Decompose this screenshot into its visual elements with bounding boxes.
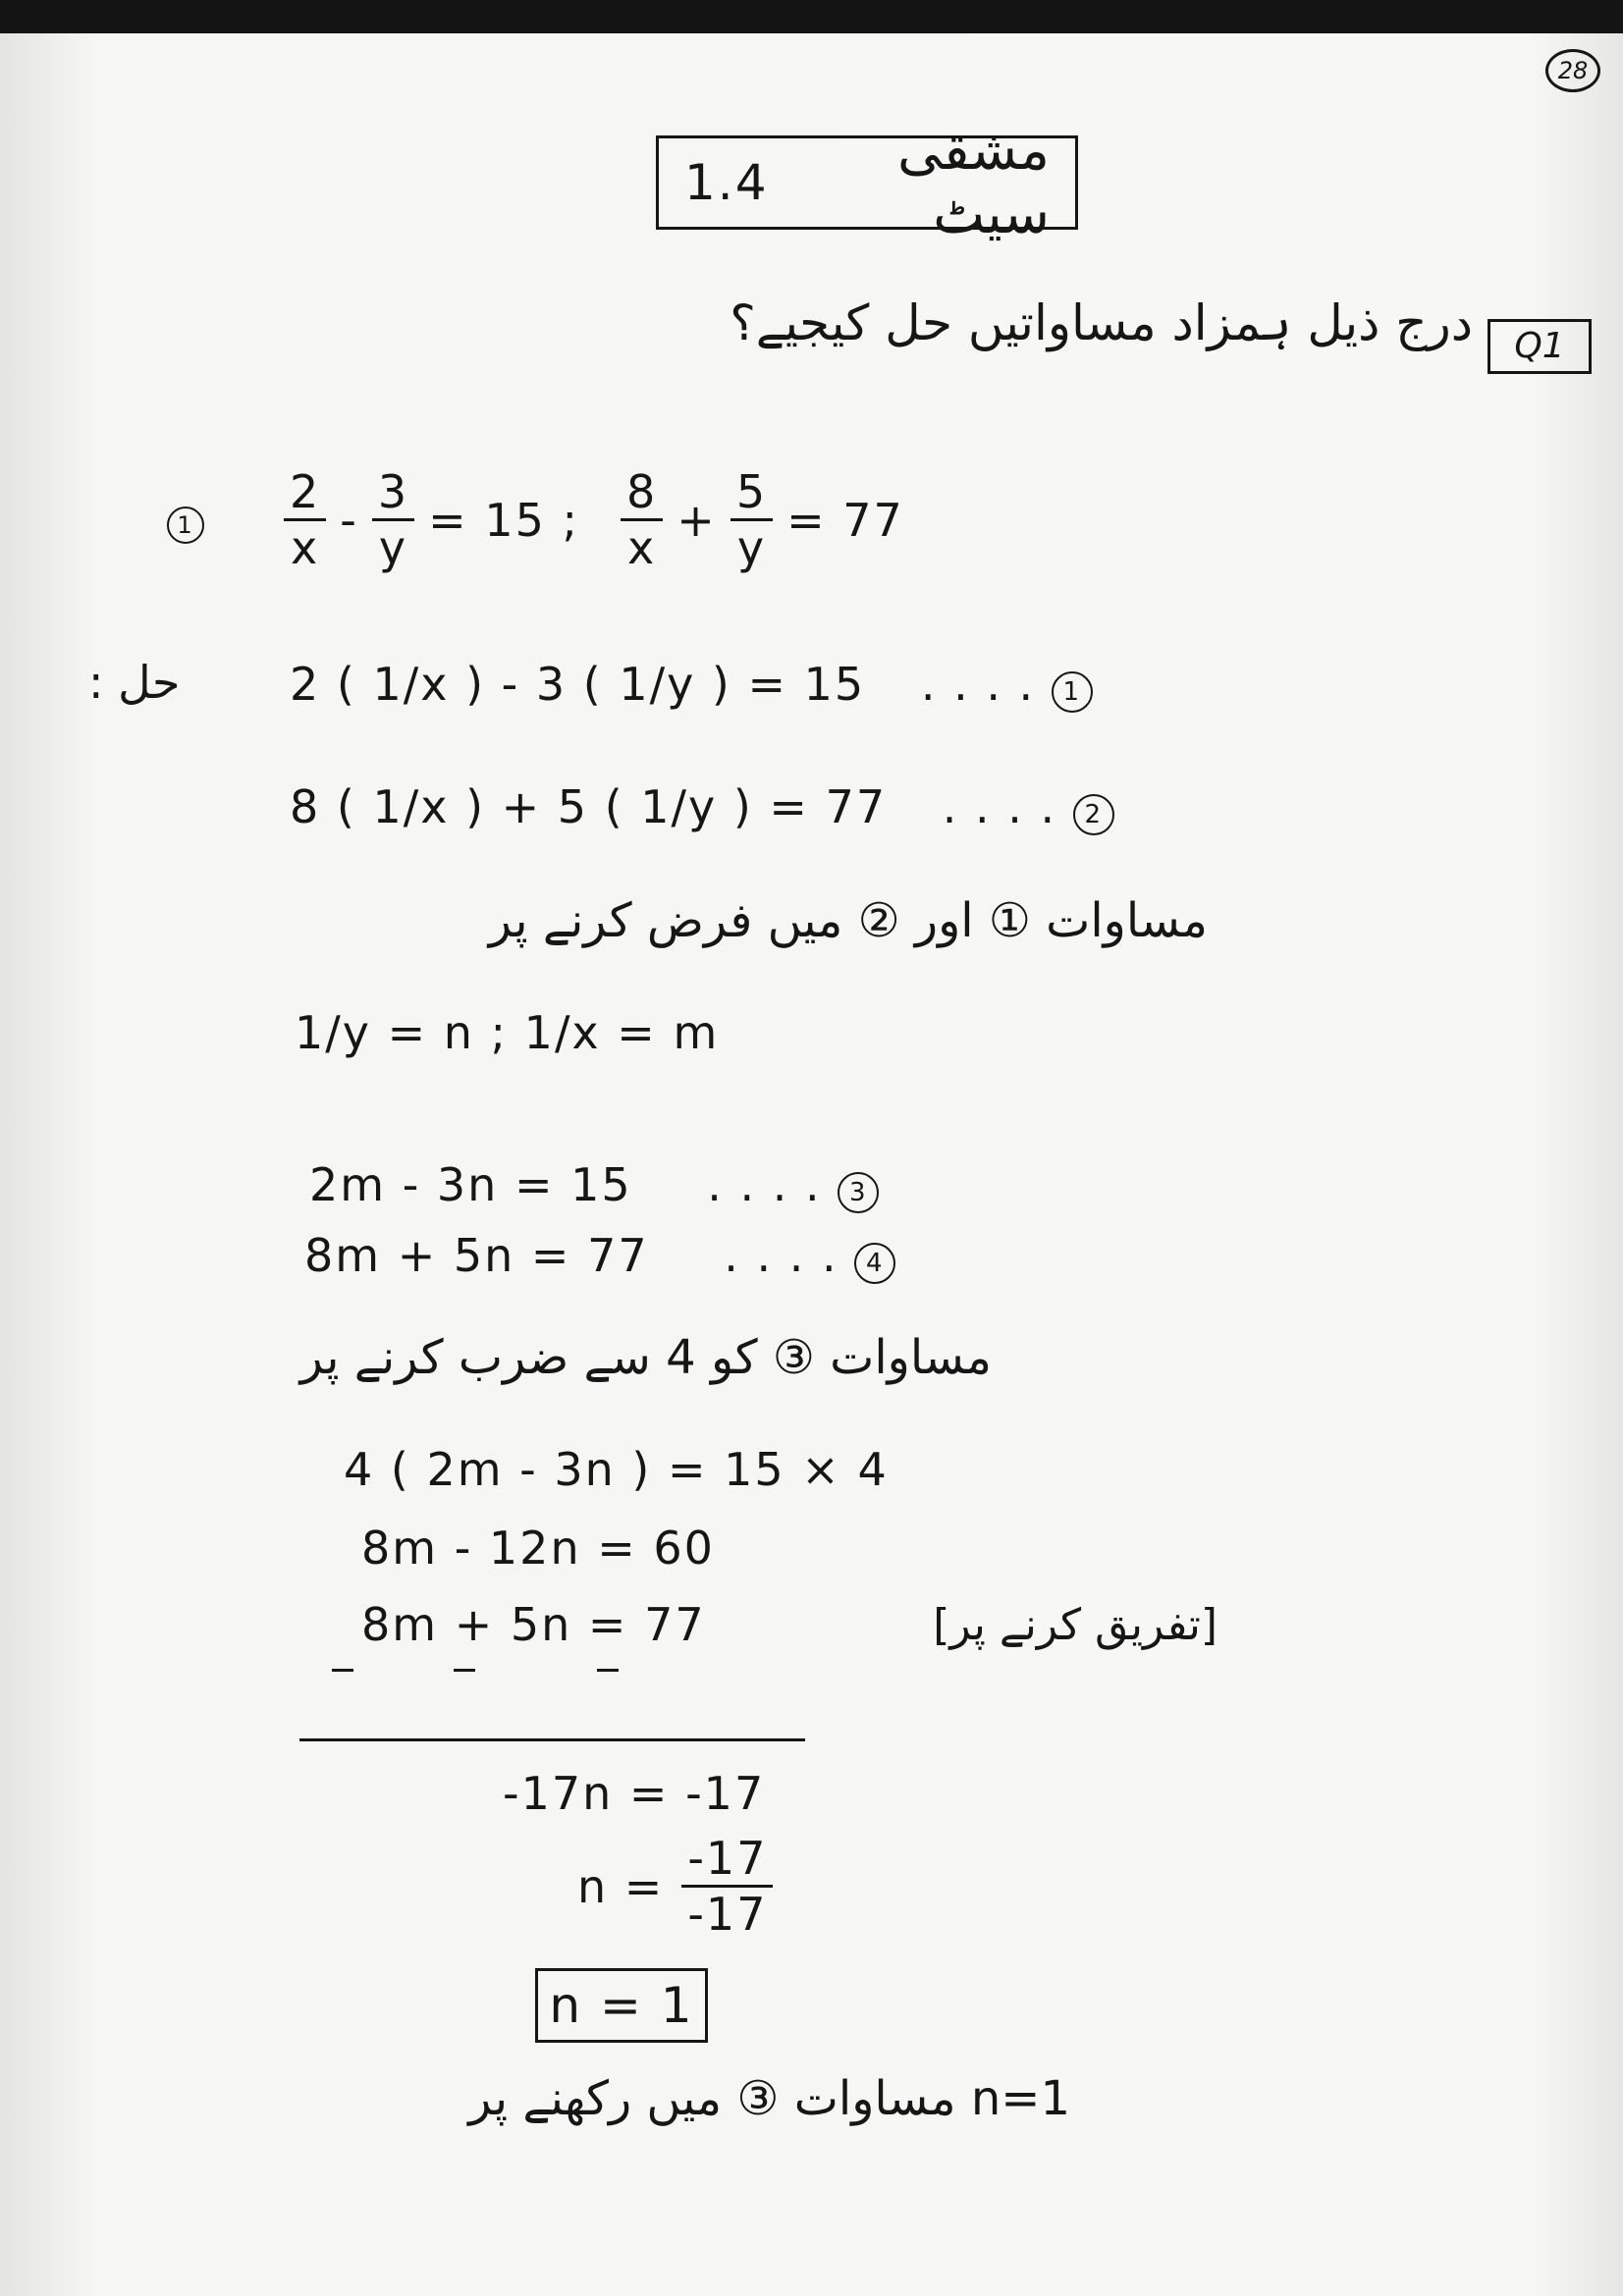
equation-line-9: n = $\frac{-17}{-17}$ [577,1836,777,1937]
equation-ref-3: 3 [838,1172,879,1213]
problem-index [167,491,204,544]
page-number: 28 [1545,49,1600,92]
exercise-number: 1.4 [684,154,769,211]
equation-line-2: 8 ( 1/x ) + 5 ( 1/y ) = 77 . . . . 2 [290,780,1114,835]
fraction-minus17-over-minus17: $\frac{-17}{-17}$ [681,1836,773,1937]
equation-line-6: 8m - 12n = 60 [361,1522,715,1575]
answer-n: n = 1 [535,1968,708,2043]
sign-change-mark [454,1669,475,1672]
exercise-title: مشقی سیٹ [897,119,1050,246]
note-substitute: n=1 مساوات ③ میں رکھنے پر [468,2071,1070,2126]
question-label: Q1 [1488,319,1592,374]
operator-minus: - [340,493,358,547]
note-subtract: [تفریق کرنے پر] [933,1600,1217,1650]
equation-line-7: 8m + 5n = 77 [361,1598,706,1651]
exercise-heading [656,119,1078,246]
equation-ref-4: 4 [854,1243,895,1284]
question-instruction: درج ذیل ہمزاد مساواتیں حل کیجیے؟ [730,294,1473,351]
problem-equations [280,465,904,574]
fraction-3-over-y: $\frac{3}{y}$ [372,469,414,570]
sign-change-mark [597,1669,619,1672]
scan-top-border [0,0,1623,33]
fraction-2-over-x: $\frac{2}{x}$ [284,469,326,570]
substitution-line: 1/y = n ; 1/x = m [295,1006,720,1059]
solution-label: حل : [88,656,181,709]
note-multiply: مساوات ③ کو 4 سے ضرب کرنے پر [299,1330,992,1385]
equation-ref-2: 2 [1073,794,1114,835]
problem-index-circle: 1 [167,507,204,544]
equation-line-4: 8m + 5n = 77 . . . . 4 [304,1229,895,1284]
fraction-8-over-x: $\frac{8}{x}$ [621,469,663,570]
equation-line-8: -17n = -17 [503,1767,766,1820]
subtraction-rule [299,1738,805,1741]
fraction-5-over-y: $\frac{5}{y}$ [730,469,773,570]
note-assume: مساوات ① اور ② میں فرض کرنے پر [488,893,1208,948]
equation-line-1: 2 ( 1/x ) - 3 ( 1/y ) = 15 . . . . 1 [290,658,1093,713]
equation-ref-1: 1 [1052,671,1093,713]
sign-change-mark [332,1669,353,1672]
equation-line-5: 4 ( 2m - 3n ) = 15 × 4 [344,1443,889,1496]
equation-line-3: 2m - 3n = 15 . . . . 3 [309,1158,879,1213]
eq2-rhs: = 77 [786,493,904,547]
eq1-rhs: = 15 ; [428,493,579,547]
operator-plus: + [676,493,717,547]
